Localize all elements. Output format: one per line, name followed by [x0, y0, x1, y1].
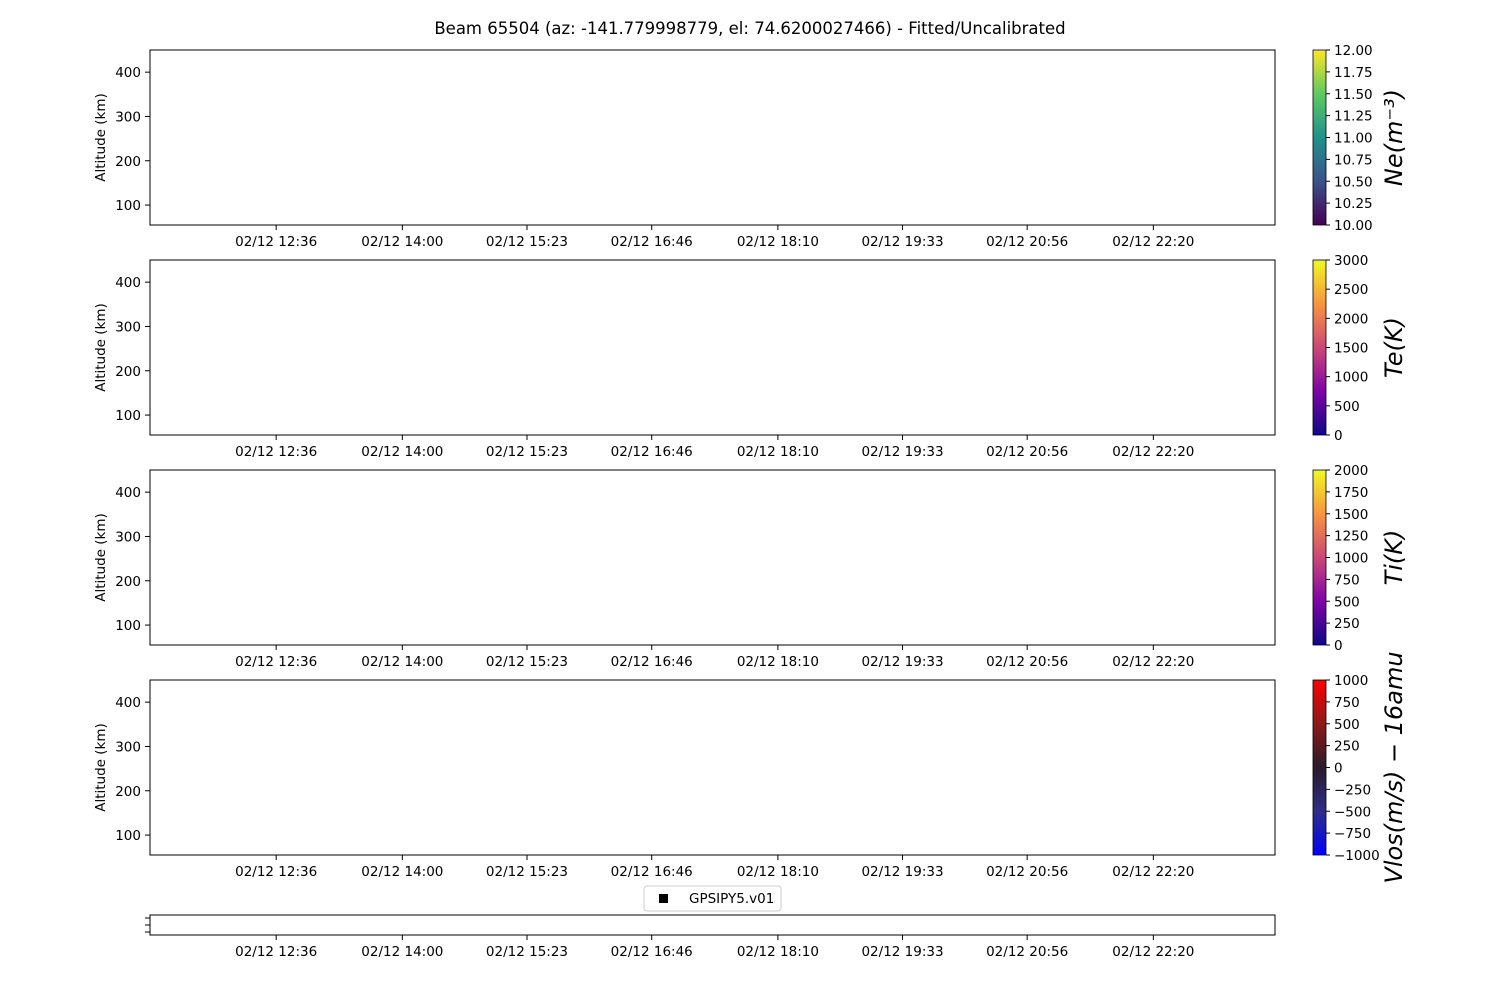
y-tick-label: 400 [115, 275, 141, 292]
x-tick-label: 02/12 15:23 [485, 944, 569, 960]
x-tick-label: 02/12 12:36 [235, 864, 318, 880]
x-tick-label: 02/12 20:56 [986, 444, 1069, 460]
panel-2 [93, 260, 1275, 460]
colorbar-tick-label: 1000 [1334, 673, 1369, 689]
colorbar-tick-label: 2000 [1334, 311, 1369, 328]
colorbar-tick-label: −750 [1334, 826, 1372, 843]
colorbar-tick-label: −500 [1334, 804, 1372, 821]
x-tick-label: 02/12 14:00 [361, 864, 444, 880]
x-tick-label: 02/12 18:10 [736, 654, 819, 670]
plot-area [150, 260, 1275, 435]
x-tick-label: 02/12 12:36 [235, 944, 318, 960]
colorbar-tick-label: 12.00 [1334, 43, 1373, 59]
colorbar-label: Ti(K) [1380, 529, 1408, 586]
x-tick-label: 02/12 20:56 [986, 864, 1069, 880]
panel-4 [93, 680, 1275, 880]
x-tick-label: 02/12 14:00 [361, 944, 444, 960]
colorbar-label: Ne(m⁻³) [1380, 88, 1408, 187]
colorbar-tick-label: 10.00 [1334, 218, 1373, 234]
colorbar-tick-label: 11.75 [1334, 64, 1373, 81]
x-tick-label: 02/12 20:56 [986, 944, 1069, 960]
y-tick-label: 100 [115, 618, 141, 635]
colorbar-tick-label: 10.50 [1334, 174, 1373, 191]
colorbar-tick-label: 3000 [1334, 253, 1369, 269]
legend [644, 886, 781, 911]
x-tick-label: 02/12 12:36 [235, 234, 318, 250]
colorbar-tick-label: 1500 [1334, 506, 1369, 523]
panel-1 [93, 50, 1275, 250]
y-tick-label: 300 [115, 529, 141, 546]
x-tick-label: 02/12 18:10 [736, 444, 819, 460]
x-tick-label: 02/12 19:33 [861, 234, 944, 250]
colorbar-tick-label: 1750 [1334, 484, 1369, 501]
colorbar-tick-label: 0 [1334, 760, 1343, 777]
x-tick-label: 02/12 19:33 [861, 864, 944, 880]
x-tick-label: 02/12 16:46 [610, 234, 693, 250]
x-tick-label: 02/12 22:20 [1112, 234, 1195, 250]
y-tick-label: 200 [115, 573, 141, 590]
colorbar-tick-label: 1500 [1334, 340, 1369, 357]
y-tick-label: 300 [115, 739, 141, 756]
colorbar-tick-label: 0 [1334, 638, 1343, 654]
x-tick-label: 02/12 12:36 [235, 654, 318, 670]
colorbar-tick-label: 1000 [1334, 369, 1369, 386]
x-tick-label: 02/12 15:23 [485, 444, 569, 460]
colorbar-tick-label: 500 [1334, 716, 1360, 733]
plot-area [150, 50, 1275, 225]
x-tick-label: 02/12 18:10 [736, 944, 819, 960]
panel-3 [93, 470, 1275, 670]
y-tick-label: 100 [115, 408, 141, 425]
y-tick-label: 400 [115, 65, 141, 82]
y-tick-label: 100 [115, 828, 141, 845]
x-tick-label: 02/12 15:23 [485, 864, 569, 880]
plot-area [150, 470, 1275, 645]
plot-area [150, 680, 1275, 855]
colorbar-label: Vlos(m/s) − 16amu [1380, 651, 1408, 884]
colorbar-tick-label: 250 [1334, 738, 1360, 755]
x-tick-label: 02/12 16:46 [610, 944, 693, 960]
y-tick-label: 400 [115, 485, 141, 502]
colorbar-tick-label: 250 [1334, 616, 1360, 633]
colorbar-tick-label: 10.25 [1334, 196, 1373, 213]
x-tick-label: 02/12 16:46 [610, 654, 693, 670]
colorbar-label: Te(K) [1380, 317, 1408, 378]
y-tick-label: 300 [115, 319, 141, 336]
x-tick-label: 02/12 19:33 [861, 944, 944, 960]
y-tick-label: 100 [115, 198, 141, 215]
colorbar-bar [1313, 260, 1326, 435]
legend-label: GPSIPY5.v01 [689, 891, 775, 907]
colorbar-tick-label: −250 [1334, 782, 1372, 799]
colorbar-tick-label: 11.25 [1334, 108, 1373, 125]
colorbar-bar [1313, 50, 1326, 225]
legend-marker [659, 894, 668, 903]
x-tick-label: 02/12 22:20 [1112, 444, 1195, 460]
x-tick-label: 02/12 18:10 [736, 234, 819, 250]
x-tick-label: 02/12 18:10 [736, 864, 819, 880]
colorbar-tick-label: 750 [1334, 694, 1360, 711]
x-tick-label: 02/12 16:46 [610, 864, 693, 880]
y-axis-label: Altitude (km) [93, 723, 109, 812]
colorbar-tick-label: 750 [1334, 572, 1360, 589]
colorbar-bar [1313, 470, 1326, 645]
x-tick-label: 02/12 20:56 [986, 234, 1069, 250]
x-tick-label: 02/12 14:00 [361, 444, 444, 460]
y-tick-label: 200 [115, 153, 141, 170]
colorbar-tick-label: 11.00 [1334, 130, 1373, 147]
colorbar-tick-label: 11.50 [1334, 86, 1373, 103]
colorbar-tick-label: 10.75 [1334, 152, 1373, 169]
x-tick-label: 02/12 22:20 [1112, 864, 1195, 880]
colorbar-tick-label: 0 [1334, 428, 1343, 444]
colorbar-tick-label: 1000 [1334, 550, 1369, 567]
colorbar-tick-label: 500 [1334, 594, 1360, 611]
colorbar-tick-label: 500 [1334, 398, 1360, 415]
x-tick-label: 02/12 15:23 [485, 234, 569, 250]
x-tick-label: 02/12 12:36 [235, 444, 318, 460]
y-tick-label: 200 [115, 783, 141, 800]
x-tick-label: 02/12 15:23 [485, 654, 569, 670]
x-tick-label: 02/12 16:46 [610, 444, 693, 460]
colorbar-tick-label: 1250 [1334, 528, 1369, 545]
x-tick-label: 02/12 19:33 [861, 444, 944, 460]
colorbar-tick-label: −1000 [1334, 848, 1380, 864]
y-axis-label: Altitude (km) [93, 303, 109, 392]
x-tick-label: 02/12 14:00 [361, 654, 444, 670]
y-tick-label: 200 [115, 363, 141, 380]
x-tick-label: 02/12 22:20 [1112, 654, 1195, 670]
y-axis-label: Altitude (km) [93, 93, 109, 182]
x-tick-label: 02/12 20:56 [986, 654, 1069, 670]
colorbar-tick-label: 2500 [1334, 282, 1369, 299]
x-tick-label: 02/12 19:33 [861, 654, 944, 670]
strip-plot-area [150, 915, 1275, 935]
x-tick-label: 02/12 22:20 [1112, 944, 1195, 960]
y-axis-label: Altitude (km) [93, 513, 109, 602]
colorbar-tick-label: 2000 [1334, 463, 1369, 479]
y-tick-label: 300 [115, 109, 141, 126]
y-tick-label: 400 [115, 695, 141, 712]
x-tick-label: 02/12 14:00 [361, 234, 444, 250]
colorbar-bar [1313, 680, 1326, 855]
figure-title: Beam 65504 (az: -141.779998779, el: 74.6200027466) - Fitted/Uncalibrated [434, 19, 1066, 38]
